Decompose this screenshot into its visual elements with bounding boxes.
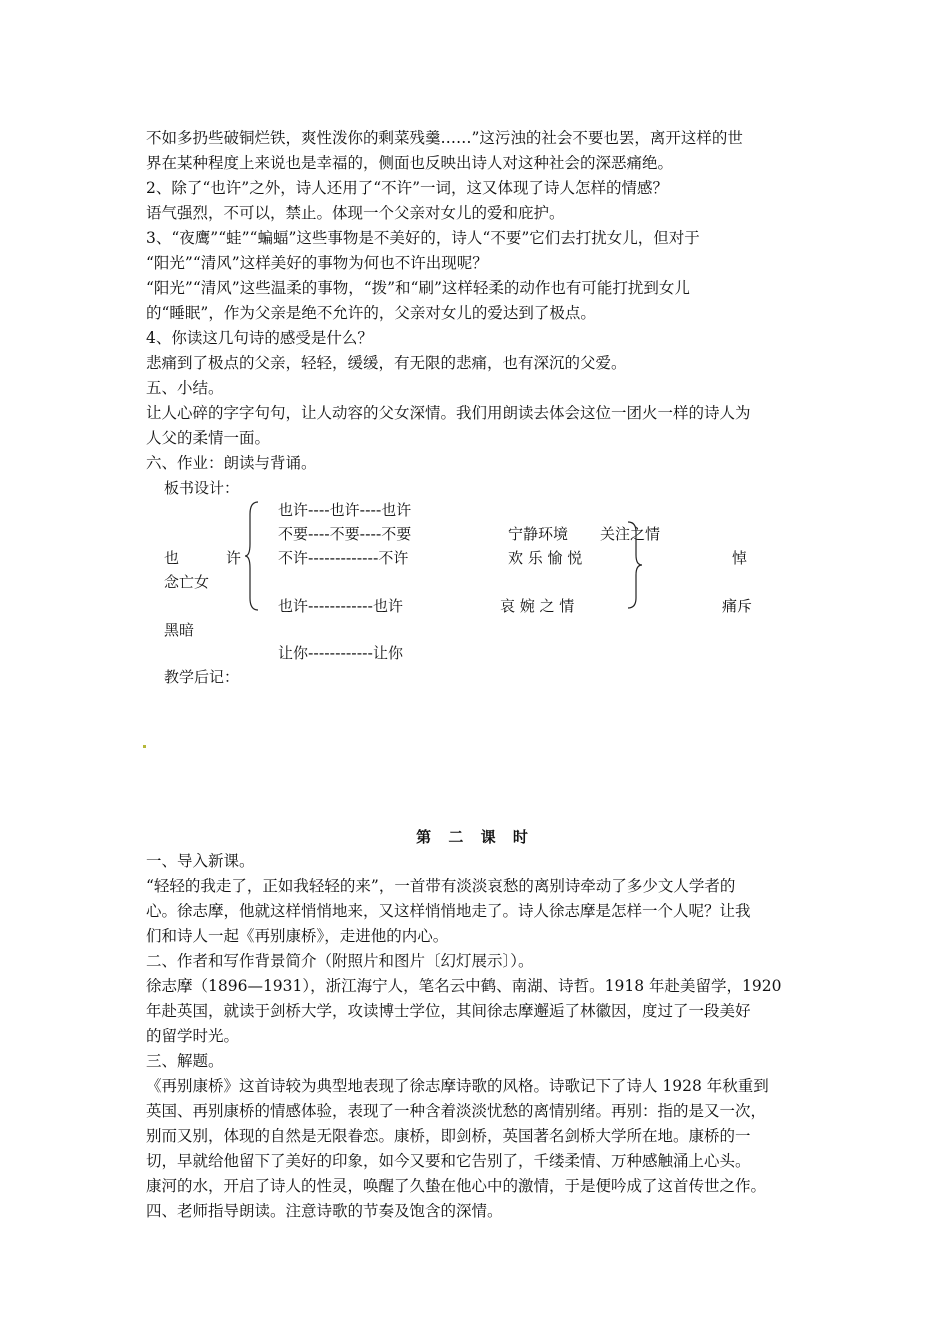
author-line: 的留学时光。 [146,1027,240,1045]
section-heading: 六、作业：朗读与背诵。 [146,454,317,472]
question-3-line: “阳光”“清风”这样美好的事物为何也不许出现呢？ [146,254,488,272]
board-row: 不许-------------不许 [278,549,409,567]
afterword-label: 教学后记： [164,668,240,686]
board-right-word: 痛斥 [722,597,753,615]
board-row: 也许------------也许 [278,597,403,615]
stray-mark [143,745,146,748]
left-brace [244,500,260,612]
right-brace [626,520,644,610]
summary-line: 人父的柔情一面。 [146,429,271,447]
section-heading: 一、导入新课。 [146,852,255,870]
board-left-word: 许 [226,549,242,567]
question-4: 4、你读这几句诗的感受是什么？ [146,329,373,347]
board-title: 板书设计： [164,479,240,497]
author-line: 徐志摩（1896—1931），浙江海宁人，笔名云中鹤、南湖、诗哲。1918 年赴美留学，1920 [146,977,782,995]
title-analysis-line: 英国、再别康桥的情感体验，表现了一种含着淡淡忧愁的离情别绪。再别：指的是又一次， [146,1102,767,1120]
paragraph-line: 不如多扔些破铜烂铁，爽性泼你的剩菜残羹……”这污浊的社会不要也罢，离开这样的世 [146,129,743,147]
answer-3-line: “阳光”“清风”这些温柔的事物，“拨”和“刷”这样轻柔的动作也有可能打扰到女儿 [146,279,690,297]
intro-line: “轻轻的我走了，正如我轻轻的来”，一首带有淡淡哀愁的离别诗牵动了多少文人学者的 [146,877,736,895]
board-label: 关注之情 [600,525,661,543]
title-analysis-line: 康河的水，开启了诗人的性灵，唤醒了久蛰在他心中的激情，于是便吟成了这首传世之作。 [146,1177,767,1195]
answer-2: 语气强烈，不可以，禁止。体现一个父亲对女儿的爱和庇护。 [146,204,565,222]
answer-4: 悲痛到了极点的父亲，轻轻，缓缓，有无限的悲痛，也有深沉的父爱。 [146,354,627,372]
question-2: 2、除了“也许”之外，诗人还用了“不许”一词，这又体现了诗人怎样的情感？ [146,179,669,197]
board-right-word: 悼 [732,549,748,567]
intro-line: 们和诗人一起《再别康桥》，走进他的内心。 [146,927,449,945]
section-heading: 五、小结。 [146,379,224,397]
section-heading: 二、作者和写作背景简介（附照片和图片〔幻灯展示〕）。 [146,952,534,970]
title-analysis-line: 别而又别，体现的自然是无限眷恋。康桥，即剑桥，英国著名剑桥大学所在地。康桥的一 [146,1127,751,1145]
section-heading: 三、解题。 [146,1052,224,1070]
intro-line: 心。徐志摩，他就这样悄悄地来，又这样悄悄地走了。诗人徐志摩是怎样一个人呢？让我 [146,902,751,920]
answer-3-line: 的“睡眠”，作为父亲是绝不允许的，父亲对女儿的爱达到了极点。 [146,304,596,322]
board-label: 宁静环境 [508,525,569,543]
paragraph-line: 界在某种程度上来说也是幸福的，侧面也反映出诗人对这种社会的深恶痛绝。 [146,154,674,172]
summary-line: 让人心碎的字字句句，让人动容的父女深情。我们用朗读去体会这位一团火一样的诗人为 [146,404,751,422]
board-left-word: 念亡女 [164,573,210,591]
board-row: 也许----也许----也许 [278,501,412,519]
board-left-word: 也 [164,549,180,567]
title-analysis-line: 《再别康桥》这首诗较为典型地表现了徐志摩诗歌的风格。诗歌记下了诗人 1928 年秋重到 [146,1077,769,1095]
board-row: 让你------------让你 [278,644,403,662]
question-3-line: 3、“夜鹰”“蛙”“蝙蝠”这些事物是不美好的，诗人“不要”它们去打扰女儿，但对于 [146,229,700,247]
board-left-word: 黑暗 [164,621,195,639]
author-line: 年赴英国，就读于剑桥大学，攻读博士学位，其间徐志摩邂逅了林徽因，度过了一段美好 [146,1002,751,1020]
board-label: 哀 婉 之 情 [500,597,575,615]
section-heading: 四、老师指导朗读。注意诗歌的节奏及饱含的深情。 [146,1202,503,1220]
title-analysis-line: 切，早就给他留下了美好的印象，如今又要和它告别了，千缕柔情、万种感触涌上心头。 [146,1152,751,1170]
board-label: 欢 乐 愉 悦 [508,549,583,567]
lesson-title: 第 二 课 时 [416,828,534,846]
board-row: 不要----不要----不要 [278,525,412,543]
